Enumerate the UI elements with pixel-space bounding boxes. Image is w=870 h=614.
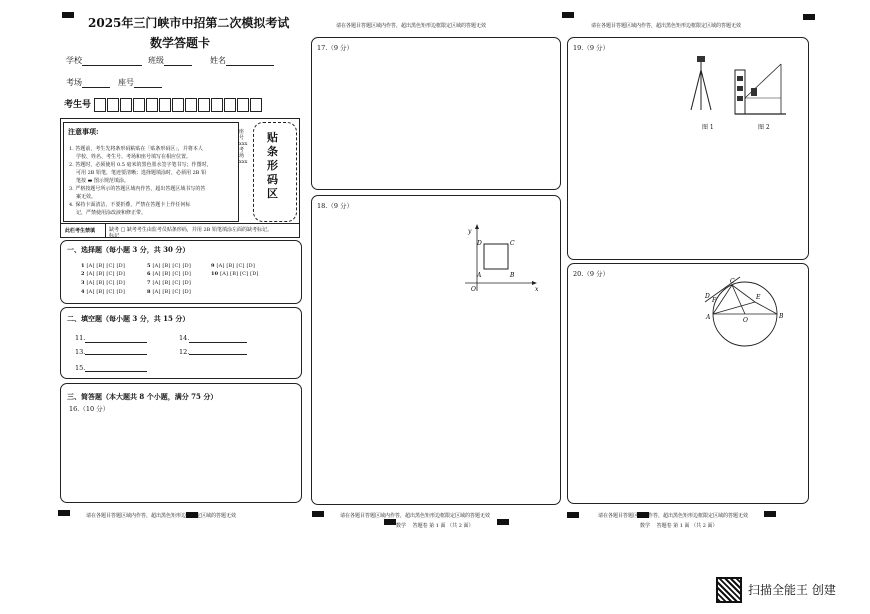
- q18-answer-area[interactable]: [311, 195, 561, 505]
- exam-number-label: 考生号: [64, 100, 92, 110]
- choice-q8[interactable]: 8 [A] [B] [C] [D]: [147, 289, 191, 295]
- choice-q7[interactable]: 7 [A] [B] [C] [D]: [147, 280, 191, 286]
- note-line-2: 学校、姓名、考生号、考场和座号填写在相应位置。: [76, 154, 192, 160]
- note-line-3: 2. 答题时，必须使用 0.5 毫米的黑色墨水签字笔书写；作图时，: [69, 162, 212, 168]
- notes-title: 注意事项:: [68, 127, 99, 136]
- circle-point-e-label: E: [756, 294, 761, 301]
- top-warning-col3: 请在各题目答题区域内作答，超出黑色矩形边框限定区域的答题无效: [591, 23, 742, 29]
- barcode-label: 贴条形码区: [267, 131, 278, 200]
- barcode-side-text: 座号xxx 考场xxx: [239, 129, 248, 165]
- choice-q5[interactable]: 5 [A] [B] [C] [D]: [147, 263, 191, 269]
- exam-title: 2025年三门峡市中招第二次模拟考试: [88, 16, 290, 30]
- absent-text[interactable]: 缺考 □ 缺考考生由监考员贴条形码，并用 2B 铅笔填涂左面的缺考标记。: [109, 227, 272, 233]
- note-line-9: 记，严禁使用涂改液和修正带。: [76, 210, 147, 216]
- exam-number-boxes[interactable]: [94, 100, 263, 110]
- footer-warning-col2: 请在各题目答题区域内作答，超出黑色矩形边框限定区域的答题无效: [340, 513, 491, 519]
- axis-x-label: x: [535, 286, 539, 293]
- absent-label: 此栏考生禁填: [65, 228, 96, 234]
- seat-field[interactable]: [118, 77, 162, 88]
- name-field[interactable]: [210, 55, 274, 66]
- choice-q4[interactable]: 4 [A] [B] [C] [D]: [81, 289, 125, 295]
- circle-point-d-label: D: [705, 293, 710, 300]
- q17-answer-area[interactable]: [311, 37, 561, 190]
- sheet-subtitle: 数学答题卡: [150, 36, 211, 50]
- fill-section: [60, 307, 302, 379]
- school-label: 学校: [66, 56, 82, 65]
- registration-mark: [384, 519, 396, 525]
- point-a-label: A: [477, 272, 482, 279]
- point-b-label: B: [510, 272, 515, 279]
- absent-sub: 标记: [109, 233, 120, 239]
- choice-q6[interactable]: 6 [A] [B] [C] [D]: [147, 271, 191, 277]
- registration-mark: [803, 14, 815, 20]
- room-field[interactable]: [66, 77, 110, 88]
- fill-q12-answer[interactable]: [189, 354, 247, 355]
- surveying-instrument-figure: [688, 52, 714, 114]
- choice-q9[interactable]: 9 [A] [B] [C] [D]: [211, 263, 255, 269]
- fill-title: 二、填空题（每小题 3 分，共 15 分）: [67, 314, 190, 323]
- scanner-watermark: 扫描全能王 创建: [748, 583, 836, 597]
- circle-point-f-label: F: [712, 297, 717, 304]
- circle-geometry-figure: [700, 274, 790, 352]
- circle-origin-label: O: [743, 317, 748, 324]
- choice-q2[interactable]: 2 [A] [B] [C] [D]: [81, 271, 125, 277]
- q16-label: 16.（10 分）: [69, 405, 110, 413]
- fill-q13-label: 13.: [75, 348, 86, 356]
- barcode-area[interactable]: [253, 122, 297, 222]
- building-triangle-figure: [733, 60, 788, 116]
- q16-answer-area[interactable]: [60, 383, 302, 503]
- fill-q11-label: 11.: [75, 334, 86, 342]
- registration-mark: [764, 511, 776, 517]
- fill-q15-answer[interactable]: [85, 371, 147, 372]
- top-warning-col2: 请在各题目答题区域内作答，超出黑色矩形边框限定区域的答题无效: [336, 23, 487, 29]
- registration-mark: [62, 12, 74, 18]
- class-label: 班级: [148, 56, 164, 65]
- choice-q1[interactable]: 1 [A] [B] [C] [D]: [81, 263, 125, 269]
- fill-q14-answer[interactable]: [189, 342, 247, 343]
- point-d-label: D: [477, 240, 482, 247]
- exam-number-field[interactable]: [64, 97, 263, 112]
- footer-page-col3: 数学 答题卷 第 1 面 （共 2 面）: [640, 523, 718, 529]
- q18-label: 18.（9 分）: [317, 202, 354, 210]
- q20-label: 20.（9 分）: [573, 270, 610, 278]
- registration-mark: [312, 511, 324, 517]
- fill-q13-answer[interactable]: [85, 354, 147, 355]
- note-line-4: 可用 2B 铅笔，笔迹要清晰；选择题填涂时，必须用 2B 铅: [76, 170, 207, 176]
- seat-label: 座号: [118, 78, 134, 87]
- class-field[interactable]: [148, 55, 192, 66]
- figure-1-caption: 图 1: [702, 124, 714, 131]
- fill-q11-answer[interactable]: [85, 342, 147, 343]
- footer-page-col2: 数学 答题卷 第 1 面 （共 2 面）: [396, 523, 474, 529]
- circle-point-c-label: C: [730, 278, 735, 285]
- footer-warning-col3: 请在各题目答题区域内作答，超出黑色矩形边框限定区域的答题无效: [598, 513, 749, 519]
- registration-mark: [497, 519, 509, 525]
- registration-mark: [567, 512, 579, 518]
- q18-coordinate-figure: [457, 221, 542, 296]
- circle-point-a-label: A: [706, 314, 711, 321]
- note-line-5: 笔按 ▬ 图示规范填涂。: [76, 178, 129, 184]
- note-line-1: 1. 答题前，考生先将条形码粘贴在「贴条形码区」，并将本人: [69, 146, 203, 152]
- choice-q10[interactable]: 10 [A] [B] [C] [D]: [211, 271, 259, 277]
- circle-point-b-label: B: [779, 313, 784, 320]
- room-label: 考场: [66, 78, 82, 87]
- notes-panel: [60, 118, 300, 238]
- choice-section: [60, 240, 302, 304]
- origin-label: O: [471, 286, 476, 293]
- short-answer-title: 三、简答题（本大题共 8 个小题，满分 75 分）: [67, 392, 218, 401]
- notes-inner: [63, 122, 239, 222]
- name-label: 姓名: [210, 56, 226, 65]
- axis-y-label: y: [468, 228, 472, 235]
- q19-label: 19.（9 分）: [573, 44, 610, 52]
- absent-row: [61, 223, 299, 238]
- registration-mark: [58, 510, 70, 516]
- footer-warning-col1: 请在各题目答题区域内作答，超出黑色矩形边框限定区域的答题无效: [86, 513, 237, 519]
- registration-mark: [562, 12, 574, 18]
- note-line-7: 案无效。: [76, 194, 97, 200]
- point-c-label: C: [510, 240, 515, 247]
- q20-answer-area[interactable]: [567, 263, 809, 504]
- q19-answer-area[interactable]: [567, 37, 809, 260]
- qr-code-icon: [716, 577, 742, 603]
- fill-q12-label: 12.: [179, 348, 190, 356]
- note-line-6: 3. 严格按题号所示的答题区域内作答，超出答题区域书写的答: [69, 186, 206, 192]
- q17-label: 17.（9 分）: [317, 44, 354, 52]
- fill-q15-label: 15.: [75, 364, 86, 372]
- fill-q14-label: 14.: [179, 334, 190, 342]
- choice-title: 一、选择题（每小题 3 分，共 30 分）: [67, 245, 190, 254]
- figure-2-caption: 图 2: [758, 124, 770, 131]
- note-line-8: 4. 保持卡面清洁，不要折叠，严禁在答题卡上作任何标: [69, 202, 191, 208]
- choice-q3[interactable]: 3 [A] [B] [C] [D]: [81, 280, 125, 286]
- school-field[interactable]: [66, 55, 142, 66]
